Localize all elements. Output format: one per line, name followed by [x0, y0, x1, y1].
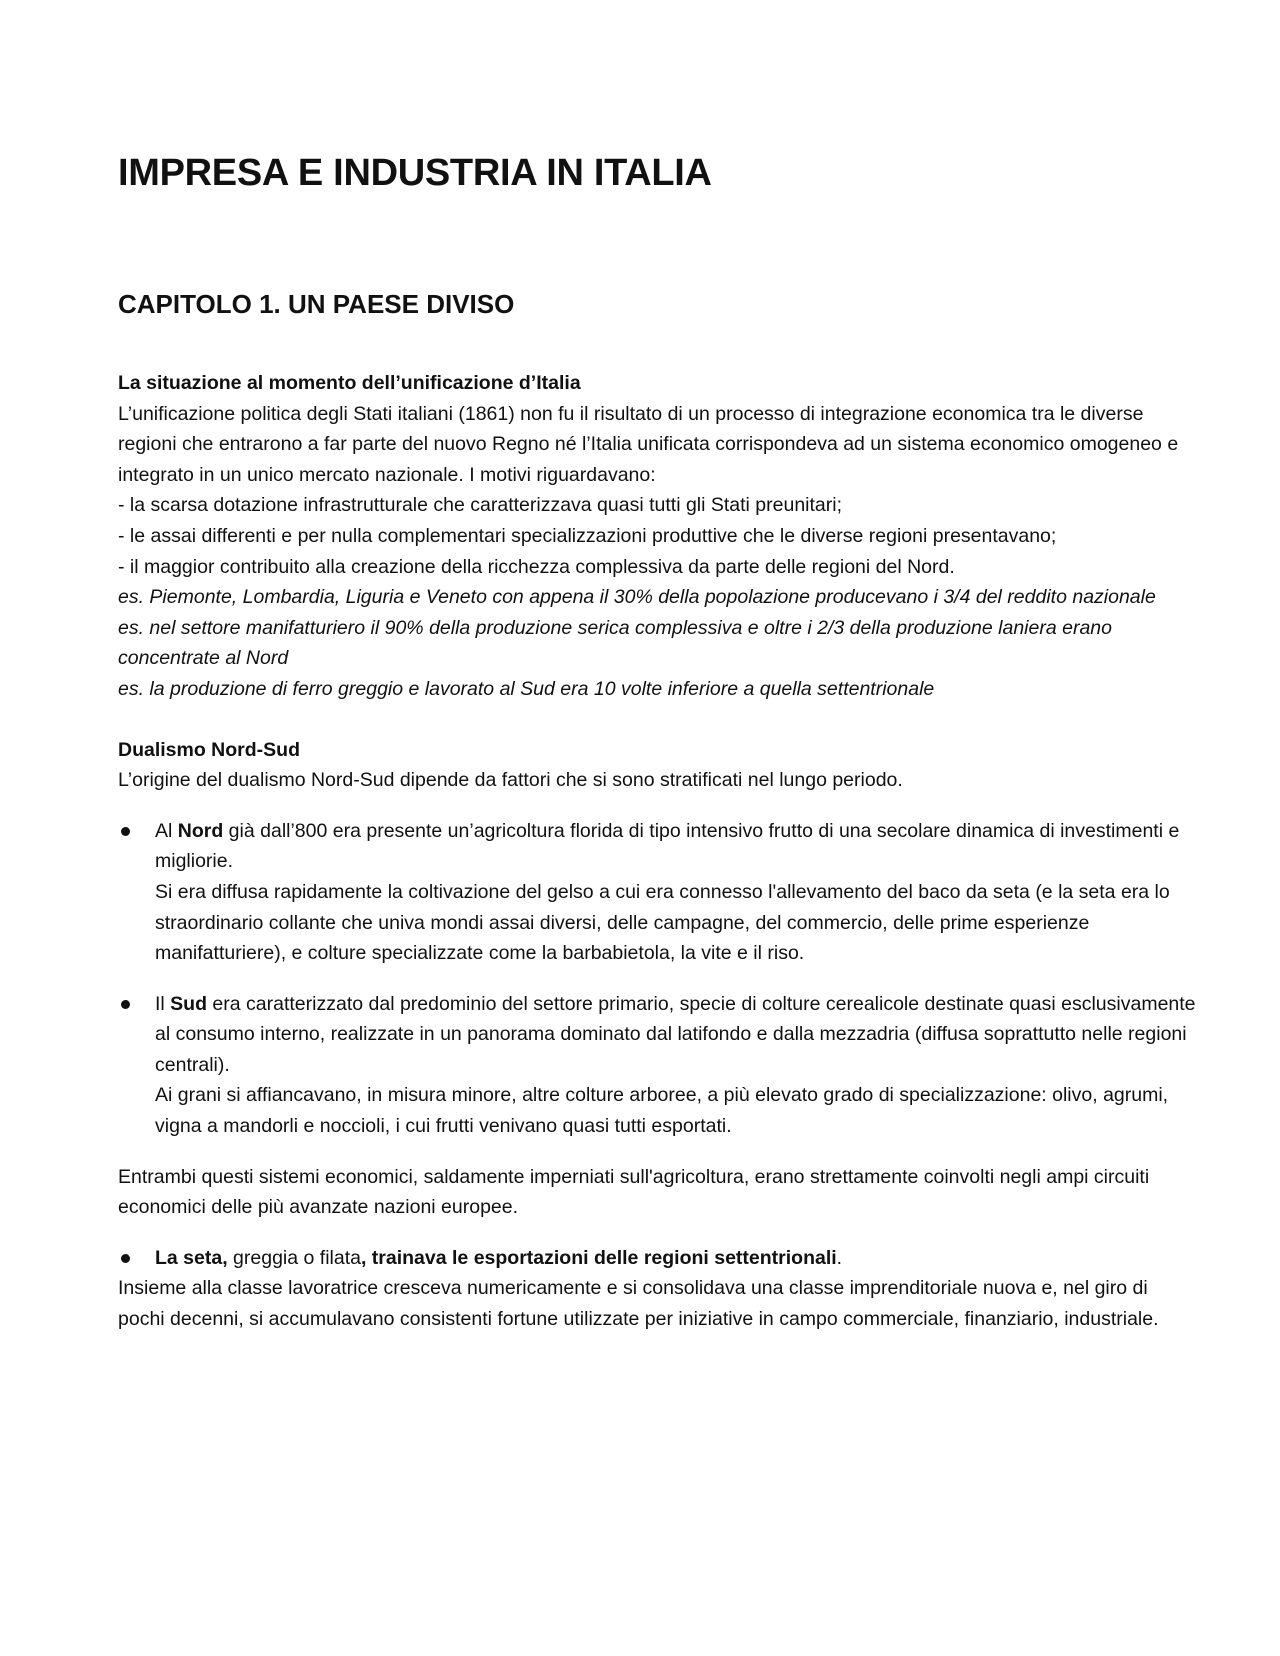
- section-heading-dualismo: Dualismo Nord-Sud: [118, 738, 301, 761]
- example-item: es. Piemonte, Lombardia, Liguria e Veneto con appena il 30% della popolazione producevano i 3/4 del reddito nazionale: [118, 586, 1156, 609]
- bullet-item-seta: La seta, greggia o filata, trainava le esportazioni delle regioni settentrionali.: [118, 1243, 1198, 1274]
- keyword-nord: Nord: [177, 819, 224, 842]
- bullet-item-nord: Al Nord già dall’800 era presente un’agricoltura florida di tipo intensivo frutto di una secolare dinamica di investimenti e migliorie. Si era diffusa rapidamente la coltivazione del gelso a cui era connesso l'allevamento del baco da seta (e la seta era lo straordinario collante che univa mondi assai diversi, delle campagne, del commercio, delle prime esperienze manifatturiere), e colture specializzate come la barbabietola, la vite e il riso.: [118, 816, 1198, 969]
- section-heading-unificazione: La situazione al momento dell’unificazione d’Italia: [118, 372, 581, 394]
- example-item: es. nel settore manifatturiero il 90% della produzione serica complessiva e oltre i 2/3 della produzione laniera erano concentrate al Nord: [118, 616, 1112, 670]
- paragraph-nord-detail: Si era diffusa rapidamente la coltivazione del gelso a cui era connesso l'allevamento del baco da seta (e la seta era lo straordinario collante che univa mondi assai diversi, delle campagne, del commercio, delle prime esperienze manifatturiere), e colture specializzate come la barbabietola, la vite e il riso.: [155, 880, 1170, 965]
- reason-item: - le assai differenti e per nulla complementari specializzazioni produttive che le diverse regioni presentavano;: [118, 524, 1057, 547]
- example-item: es. la produzione di ferro greggio e lavorato al Sud era 10 volte inferiore a quella settentrionale: [118, 677, 935, 700]
- paragraph-sud-detail: Ai grani si affiancavano, in misura minore, altre colture arboree, a più elevato grado di specializzazione: olivo, agrumi, vigna a mandorli e noccioli, i cui frutti venivano quasi tutti esportati.: [155, 1084, 1169, 1138]
- paragraph-dualismo-intro: L’origine del dualismo Nord-Sud dipende da fattori che si sono stratificati nel lungo periodo.: [118, 769, 903, 792]
- paragraph-conclusion: Entrambi questi sistemi economici, saldamente imperniati sull'agricoltura, erano strettamente coinvolti negli ampi circuiti economici delle più avanzate nazioni europee.: [118, 1165, 1150, 1219]
- bullet-list: [118, 816, 1198, 969]
- paragraph-final: Insieme alla classe lavoratrice cresceva numericamente e si consolidava una classe imprenditoriale nuova e, nel giro di pochi decenni, si accumulavano consistenti fortune utilizzate per iniziative in campo commerciale, finanziario, industriale.: [118, 1277, 1159, 1331]
- paragraph-intro: L’unificazione politica degli Stati italiani (1861) non fu il risultato di un processo di integrazione economica tra le diverse regioni che entrarono a far parte del nuovo Regno né l’Italia unificata corrispondeva ad un sistema economico omogeneo e integrato in un unico mercato nazionale. I motivi riguardavano:: [118, 402, 1179, 486]
- reason-item: - il maggior contribuito alla creazione della ricchezza complessiva da parte delle regioni del Nord.: [118, 555, 955, 578]
- bullet-list: [118, 989, 1198, 1142]
- keyword-sud: Sud: [170, 992, 208, 1015]
- document-body: [118, 368, 1198, 1335]
- chapter-title: CAPITOLO 1. UN PAESE DIVISO: [118, 289, 515, 319]
- document-title: IMPRESA E INDUSTRIA IN ITALIA: [118, 152, 712, 194]
- reason-item: - la scarsa dotazione infrastrutturale che caratterizzava quasi tutti gli Stati preunitari;: [118, 494, 843, 517]
- bullet-item-sud: Il Sud era caratterizzato dal predominio del settore primario, specie di colture cerealicole destinate quasi esclusivamente al consumo interno, realizzate in un panorama dominato dal latifondo e dalla mezzadria (diffusa soprattutto nelle regioni centrali). Ai grani si affiancavano, in misura minore, altre colture arboree, a più elevato grado di specializzazione: olivo, agrumi, vigna a mandorli e noccioli, i cui frutti venivano quasi tutti esportati.: [118, 989, 1198, 1142]
